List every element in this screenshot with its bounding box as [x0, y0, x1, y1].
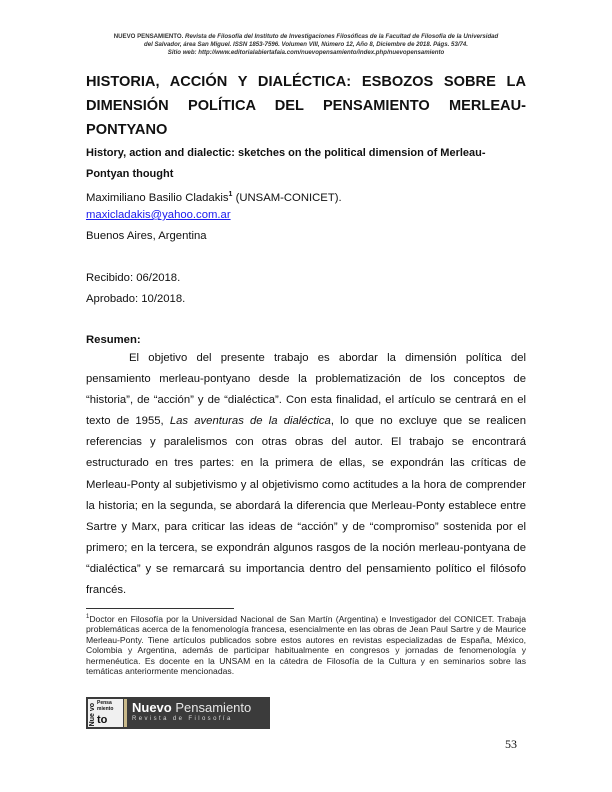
logo-emblem-mid-text: Pensa miento — [97, 700, 114, 712]
subtitle-line-2: Pontyan thought — [86, 168, 174, 180]
subtitle-line-1: History, action and dialectic: sketches on the political dimension of Merleau- — [86, 147, 486, 159]
logo-emblem-big-text: to — [97, 714, 108, 726]
footnote-mark: 1 — [86, 614, 90, 620]
author-footnote-mark[interactable]: 1 — [228, 191, 233, 198]
author-email-link[interactable]: maxicladakis@yahoo.com.ar — [86, 209, 231, 221]
journal-header-line1: Revista de Filosofía del Instituto de Investigaciones Filosóficas de la Facultad de Filosofía de la Universidad — [185, 33, 499, 40]
title-line-3: PONTYANO — [86, 122, 168, 138]
abstract-paragraph — [86, 348, 526, 601]
article-title — [86, 70, 526, 142]
logo-emblem — [88, 699, 123, 727]
received-date: Recibido: 06/2018. — [86, 272, 181, 284]
abstract-text-part1: El objetivo del presente trabajo es abordar la dimensión política del pensamiento merleau-pontyano desde la problematización de los conceptos de “historia”, de “acción” y de “dialéctica”. Con esta finalidad, el artículo se centrará en el texto de 1955, — [86, 352, 526, 428]
abstract-book-title: Las aventuras de la dialéctica — [169, 415, 331, 428]
journal-header — [86, 33, 526, 57]
author-city: Buenos Aires, Argentina — [86, 230, 207, 242]
logo-emblem-small-text: Nue vo — [89, 703, 96, 727]
journal-header-line2: del Salvador, área San Miguel. ISSN 1853-7596. Volumen VIII, Número 12, Año 8, Diciembre de 2018. Págs. 53/74. — [143, 41, 468, 48]
abstract-label: Resumen: — [86, 334, 141, 346]
footnote — [86, 612, 526, 677]
journal-brand: NUEVO PENSAMIENTO. — [113, 33, 184, 40]
approved-date: Aprobado: 10/2018. — [86, 293, 186, 305]
page-number: 53 — [505, 737, 517, 751]
footnote-text: Doctor en Filosofía por la Universidad Nacional de San Martín (Argentina) e Investigador del CONICET. Trabaja problemáticas acerca de la fenomenología francesa, esencialmente en las obras de Jean Paul Sartre y de Maurice Merleau-Ponty. Tiene artículos publicados sobre estos autores en revistas especializadas de España, México, Colombia y Argentina, además de participar habitualmente en congresos y jornadas de fenomenología y hermenéutica. Es docente en la UNSAM en la cátedra de Filosofía de la Cultura y en seminarios sobre las temáticas anteriormente mencionadas. — [86, 613, 526, 677]
logo-tagline: Revista de Filosofía — [132, 716, 233, 722]
abstract-body — [86, 348, 526, 601]
journal-logo — [86, 697, 270, 729]
logo-word-pensamiento: Pensamiento — [175, 700, 252, 715]
abstract-text-part2: , lo que no excluye que se realicen referencias y paralelismos con otras obras del autor. El trabajo se encontrará estructurado en tres partes: en la primera de ellas, se expondrán las críticas de Merleau-Ponty al subjetivismo y al objetivismo como actitudes a la hora de comprender la historia; en la segunda, se abordará la diferencia que Merleau-Ponty establece entre Sartre y Marx, para criticar las ideas de “acción” y de “compromiso” sostenida por el primero; en la tercera, se expondrán algunos rasgos de la noción merleau-pontyana de “dialéctica” y se remarcará su importancia dentro del pensamiento político el filósofo francés. — [86, 415, 526, 597]
logo-wordmark — [132, 700, 251, 715]
title-line-2: DIMENSIÓN POLÍTICA DEL PENSAMIENTO MERLEAU- — [86, 98, 526, 114]
journal-header-line3: Sitio web: http://www.editorialabiertafaia.com/nuevopensamiento/index.php/nuevopensamiento — [167, 49, 445, 56]
article-subtitle-en — [86, 143, 526, 185]
author-affiliation: (UNSAM-CONICET). — [232, 191, 342, 204]
footnote-separator — [86, 608, 234, 609]
author-name: Maximiliano Basilio Cladakis — [86, 191, 229, 204]
logo-stripe — [124, 699, 127, 727]
title-line-1: HISTORIA, ACCIÓN Y DIALÉCTICA: ESBOZOS SOBRE LA — [86, 74, 526, 90]
logo-word-nuevo: Nuevo — [132, 700, 172, 715]
